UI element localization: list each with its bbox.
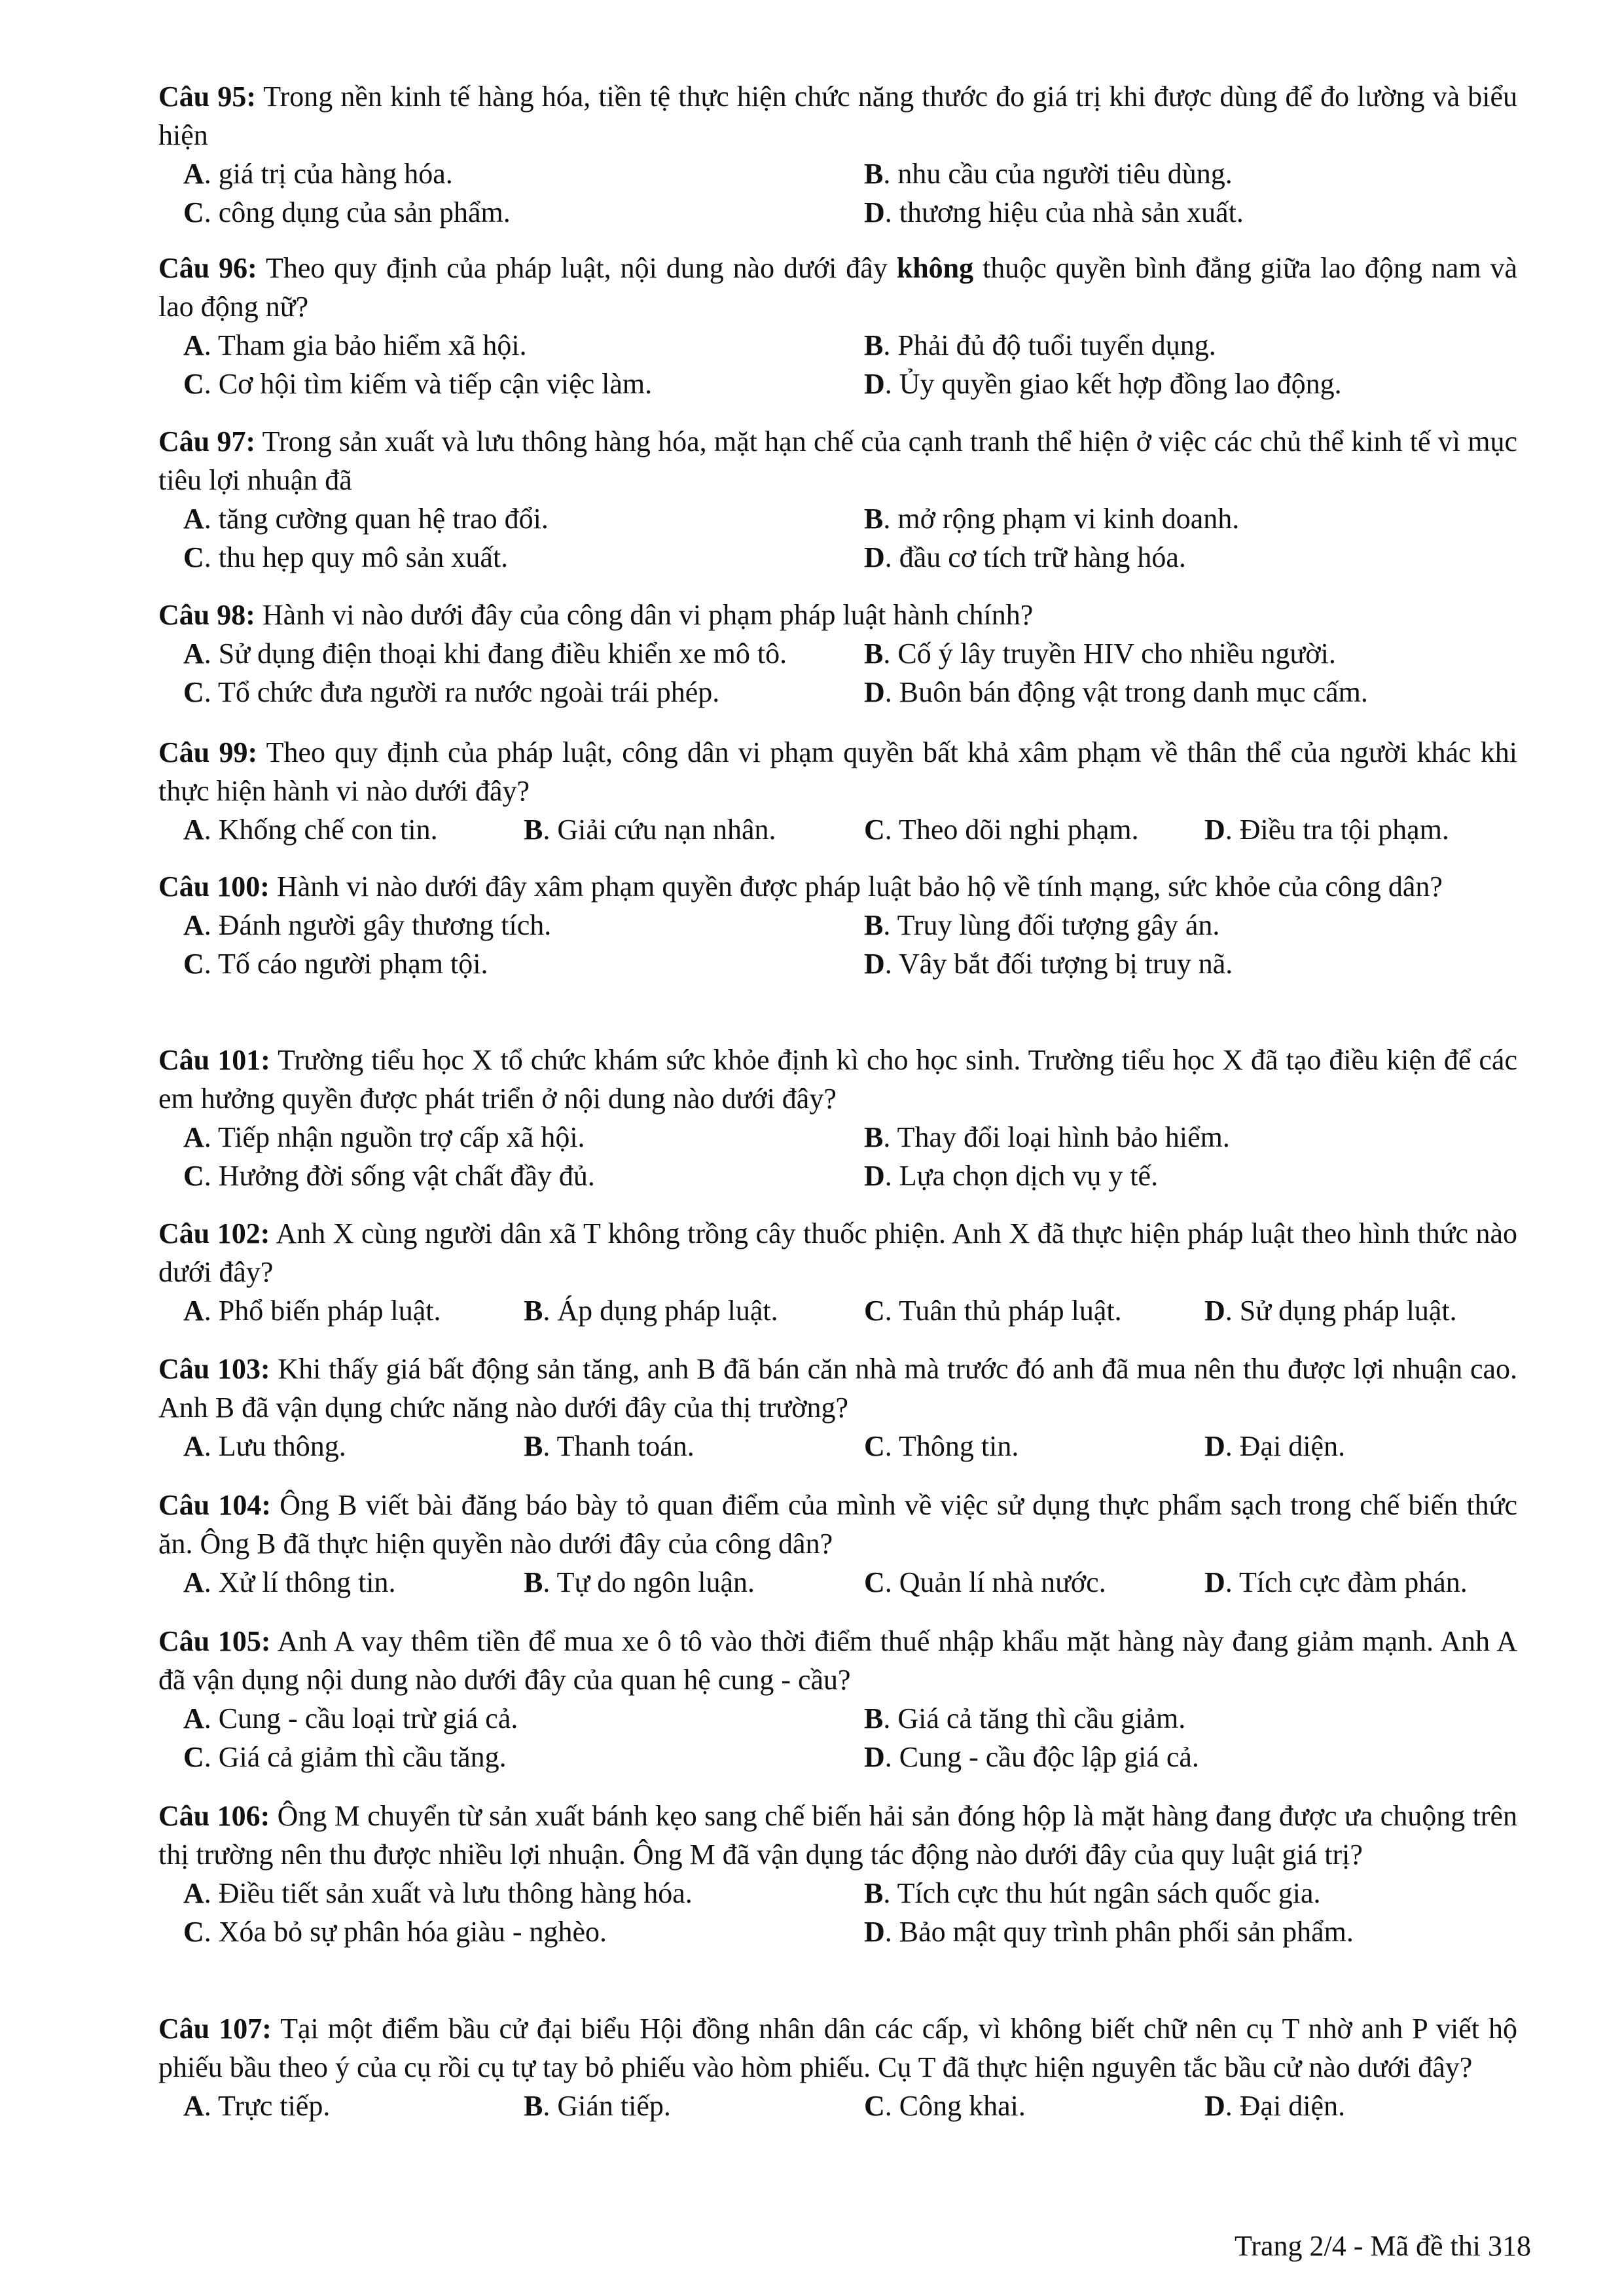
option-letter: A — [183, 1430, 204, 1462]
option-text: . Xử lí thông tin. — [204, 1566, 396, 1598]
question-98 — [158, 596, 1517, 711]
option-b[interactable] — [864, 1699, 1519, 1738]
option-text: . Giá cả giảm thì cầu tăng. — [204, 1741, 507, 1773]
option-d[interactable] — [864, 944, 1519, 983]
option-letter: B — [864, 1121, 884, 1153]
option-text: . Điều tra tội phạm. — [1225, 814, 1449, 846]
option-text: . Hưởng đời sống vật chất đầy đủ. — [204, 1160, 595, 1192]
option-letter: B — [524, 1295, 543, 1327]
option-text: . Sử dụng pháp luật. — [1225, 1295, 1457, 1327]
question-text: Trường tiểu học X tổ chức khám sức khỏe định kì cho học sinh. Trường tiểu học X đã tạo điều kiện để các em hưởng quyền được phát triển ở nội dung nào dưới đây? — [158, 1044, 1517, 1115]
option-text: . Tổ chức đưa người ra nước ngoài trái phép. — [204, 676, 720, 708]
option-d[interactable] — [864, 1157, 1519, 1195]
option-text: . Gián tiếp. — [543, 2090, 671, 2122]
option-letter: A — [183, 1121, 204, 1153]
answer-options — [183, 2087, 1517, 2125]
option-d[interactable] — [1204, 2087, 1532, 2125]
option-c[interactable] — [183, 1157, 864, 1195]
question-stem — [158, 77, 1517, 154]
question-text: Hành vi nào dưới đây xâm phạm quyền được pháp luật bảo hộ về tính mạng, sức khỏe của công dân? — [276, 870, 1443, 903]
option-text: . Trực tiếp. — [204, 2090, 331, 2122]
question-102 — [158, 1214, 1517, 1330]
page-footer: Trang 2/4 - Mã đề thi 318 — [1234, 2230, 1531, 2262]
option-text: . Tố cáo người phạm tội. — [204, 948, 488, 980]
option-letter: B — [524, 1430, 543, 1462]
option-b[interactable] — [524, 810, 864, 849]
option-c[interactable] — [864, 1291, 1204, 1330]
option-text: . thu hẹp quy mô sản xuất. — [204, 541, 509, 573]
option-letter: D — [864, 1160, 885, 1192]
question-number: Câu 103: — [158, 1353, 270, 1385]
option-letter: C — [183, 948, 204, 980]
option-text: . Thông tin. — [884, 1430, 1019, 1462]
option-a[interactable] — [183, 499, 864, 538]
option-letter: C — [864, 1566, 885, 1598]
option-letter: C — [183, 1741, 204, 1773]
option-text: . Theo dõi nghi phạm. — [884, 814, 1139, 846]
option-c[interactable] — [183, 538, 864, 577]
option-letter: A — [183, 2090, 204, 2122]
question-104 — [158, 1486, 1517, 1602]
question-stem — [158, 733, 1517, 810]
option-letter: D — [864, 368, 885, 400]
question-text: Trong nền kinh tế hàng hóa, tiền tệ thực hiện chức năng thước đo giá trị khi được dùng để đo lường và biểu hiện — [158, 81, 1517, 151]
question-text: Theo quy định của pháp luật, nội dung nào dưới đây — [265, 252, 897, 284]
option-letter: A — [183, 1702, 204, 1734]
answer-options — [183, 499, 1517, 577]
option-letter: D — [864, 1741, 885, 1773]
question-text: Anh X cùng người dân xã T không trồng cây thuốc phiện. Anh X đã thực hiện pháp luật theo hình thức nào dưới đây? — [158, 1217, 1517, 1288]
question-text: Ông B viết bài đăng báo bày tỏ quan điểm của mình về việc sử dụng thực phẩm sạch trong chế biến thức ăn. Ông B đã thực hiện quyền nào dưới đây của công dân? — [158, 1489, 1518, 1560]
question-number: Câu 107: — [158, 2013, 272, 2045]
option-text: . Đại diện. — [1225, 1430, 1346, 1462]
option-a[interactable] — [183, 2087, 524, 2125]
option-b[interactable] — [524, 1291, 864, 1330]
option-text: . Thay đổi loại hình bảo hiểm. — [883, 1121, 1230, 1153]
option-a[interactable] — [183, 1427, 524, 1465]
option-c[interactable] — [864, 810, 1204, 849]
question-101 — [158, 1041, 1517, 1195]
question-105 — [158, 1622, 1517, 1776]
question-text: Tại một điểm bầu cử đại biểu Hội đồng nhân dân các cấp, vì không biết chữ nên cụ T nhờ anh P viết hộ phiếu bầu theo ý của cụ rồi cụ tự tay bỏ phiếu vào hòm phiếu. Cụ T đã thực hiện nguyên tắc bầu cử nào dưới đây? — [158, 2013, 1518, 2083]
option-text: . Tuân thủ pháp luật. — [884, 1295, 1122, 1327]
answer-options — [183, 810, 1517, 849]
question-number: Câu 104: — [158, 1489, 272, 1521]
answer-options — [183, 1291, 1517, 1330]
option-d[interactable] — [864, 193, 1519, 232]
option-c[interactable] — [183, 365, 864, 403]
option-letter: B — [864, 503, 884, 535]
option-letter: D — [1204, 2090, 1225, 2122]
option-text: . Sử dụng điện thoại khi đang điều khiển xe mô tô. — [204, 637, 787, 670]
option-text: . Lựa chọn dịch vụ y tế. — [884, 1160, 1159, 1192]
option-b[interactable] — [864, 499, 1519, 538]
answer-options — [183, 906, 1517, 983]
question-text: Anh A vay thêm tiền để mua xe ô tô vào thời điểm thuế nhập khẩu mặt hàng này đang giảm mạnh. Anh A đã vận dụng nội dung nào dưới đây của quan hệ cung - cầu? — [158, 1625, 1518, 1696]
option-text: . đầu cơ tích trữ hàng hóa. — [884, 541, 1186, 573]
option-a[interactable] — [183, 1699, 864, 1738]
option-a[interactable] — [183, 810, 524, 849]
option-letter: C — [864, 814, 885, 846]
option-letter: A — [183, 1295, 204, 1327]
option-b[interactable] — [524, 2087, 864, 2125]
option-d[interactable] — [864, 365, 1519, 403]
option-letter: D — [864, 541, 885, 573]
option-text: . Đánh người gây thương tích. — [204, 909, 552, 941]
option-text: . Truy lùng đối tượng gây án. — [883, 909, 1220, 941]
option-b[interactable] — [524, 1563, 864, 1602]
option-text: . Đại diện. — [1225, 2090, 1346, 2122]
option-c[interactable] — [864, 1563, 1204, 1602]
question-number: Câu 98: — [158, 599, 255, 631]
question-text: Khi thấy giá bất động sản tăng, anh B đã bán căn nhà mà trước đó anh đã mua nên thu được lợi nhuận cao. Anh B đã vận dụng chức năng nào dưới đây của thị trường? — [158, 1353, 1518, 1424]
option-d[interactable] — [1204, 810, 1532, 849]
option-letter: B — [864, 329, 884, 361]
option-a[interactable] — [183, 154, 864, 193]
option-text: . Phổ biến pháp luật. — [204, 1295, 441, 1327]
option-c[interactable] — [864, 1427, 1204, 1465]
option-text: . thương hiệu của nhà sản xuất. — [884, 196, 1244, 228]
answer-options — [183, 1427, 1517, 1465]
option-a[interactable] — [183, 1118, 864, 1157]
option-letter: A — [183, 158, 204, 190]
question-number: Câu 100: — [158, 870, 270, 903]
question-stem — [158, 867, 1517, 906]
question-number: Câu 101: — [158, 1044, 270, 1076]
option-c[interactable] — [183, 1738, 864, 1776]
question-number: Câu 106: — [158, 1800, 270, 1832]
question-stem — [158, 422, 1517, 499]
question-100 — [158, 867, 1517, 983]
option-letter: C — [183, 196, 204, 228]
question-number: Câu 96: — [158, 252, 257, 284]
option-text: . Lưu thông. — [204, 1430, 346, 1462]
option-letter: B — [864, 1877, 884, 1909]
option-c[interactable] — [183, 944, 864, 983]
option-text: . Giá cả tăng thì cầu giảm. — [883, 1702, 1186, 1734]
option-text: . Cung - cầu độc lập giá cả. — [884, 1741, 1199, 1773]
option-d[interactable] — [1204, 1427, 1532, 1465]
option-d[interactable] — [864, 1912, 1519, 1951]
option-text: . Phải đủ độ tuổi tuyển dụng. — [883, 329, 1216, 361]
option-text: . Tự do ngôn luận. — [543, 1566, 755, 1598]
option-letter: A — [183, 814, 204, 846]
answer-options — [183, 1563, 1517, 1602]
option-b[interactable] — [524, 1427, 864, 1465]
question-text: Ông M chuyển từ sản xuất bánh kẹo sang chế biến hải sản đóng hộp là mặt hàng đang được ưa chuộng trên thị trường nên thu được nhiều lợi nhuận. Ông M đã vận dụng tác động nào dưới đây của quy luật giá trị? — [158, 1800, 1517, 1871]
option-letter: A — [183, 909, 204, 941]
option-text: . Công khai. — [884, 2090, 1026, 2122]
question-stem — [158, 1486, 1517, 1563]
option-letter: C — [183, 1916, 204, 1948]
question-stem — [158, 1214, 1517, 1291]
option-text: . Tham gia bảo hiểm xã hội. — [204, 329, 527, 361]
option-a[interactable] — [183, 906, 864, 944]
option-text: . nhu cầu của người tiêu dùng. — [883, 158, 1233, 190]
option-letter: C — [183, 1160, 204, 1192]
option-text: . giá trị của hàng hóa. — [204, 158, 453, 190]
option-text: . Cơ hội tìm kiếm và tiếp cận việc làm. — [204, 368, 653, 400]
option-d[interactable] — [864, 1738, 1519, 1776]
option-b[interactable] — [864, 634, 1519, 673]
option-letter: B — [524, 2090, 543, 2122]
option-a[interactable] — [183, 326, 864, 365]
option-letter: D — [864, 676, 885, 708]
option-letter: D — [1204, 1566, 1225, 1598]
option-text: . Tích cực thu hút ngân sách quốc gia. — [883, 1877, 1321, 1909]
option-letter: B — [524, 814, 543, 846]
question-106 — [158, 1797, 1517, 1951]
option-d[interactable] — [864, 673, 1519, 711]
option-b[interactable] — [864, 1874, 1519, 1912]
option-text: . Vây bắt đối tượng bị truy nã. — [884, 948, 1233, 980]
option-letter: B — [864, 1702, 884, 1734]
question-number: Câu 105: — [158, 1625, 271, 1657]
option-letter: C — [864, 2090, 885, 2122]
question-stem — [158, 249, 1517, 326]
option-letter: D — [864, 1916, 885, 1948]
option-text: . Thanh toán. — [543, 1430, 695, 1462]
question-stem — [158, 1041, 1517, 1118]
option-b[interactable] — [864, 906, 1519, 944]
option-letter: A — [183, 329, 204, 361]
option-letter: D — [1204, 814, 1225, 846]
question-99 — [158, 733, 1517, 849]
question-stem — [158, 1622, 1517, 1699]
option-text: . công dụng của sản phẩm. — [204, 196, 511, 228]
option-d[interactable] — [1204, 1563, 1532, 1602]
option-text: . Tiếp nhận nguồn trợ cấp xã hội. — [204, 1121, 585, 1153]
option-letter: B — [864, 637, 884, 670]
option-text: . Cố ý lây truyền HIV cho nhiều người. — [883, 637, 1336, 670]
answer-options — [183, 634, 1517, 711]
option-text: . Khống chế con tin. — [204, 814, 438, 846]
option-letter: C — [183, 368, 204, 400]
option-letter: A — [183, 1566, 204, 1598]
question-number: Câu 102: — [158, 1217, 270, 1249]
question-text: Theo quy định của pháp luật, công dân vi phạm quyền bất khả xâm phạm về thân thể của người khác khi thực hiện hành vi nào dưới đây? — [158, 736, 1517, 807]
question-stem — [158, 2009, 1517, 2087]
option-letter: C — [183, 541, 204, 573]
question-text: Hành vi nào dưới đây của công dân vi phạm pháp luật hành chính? — [262, 599, 1034, 631]
option-letter: C — [183, 676, 204, 708]
option-text: . Buôn bán động vật trong danh mục cấm. — [884, 676, 1368, 708]
question-stem — [158, 596, 1517, 634]
option-letter: D — [864, 948, 885, 980]
question-97 — [158, 422, 1517, 577]
option-text: . Xóa bỏ sự phân hóa giàu - nghèo. — [204, 1916, 607, 1948]
option-text: . tăng cường quan hệ trao đổi. — [204, 503, 549, 535]
option-letter: B — [524, 1566, 543, 1598]
option-b[interactable] — [864, 154, 1519, 193]
question-number: Câu 97: — [158, 425, 256, 457]
option-text: . Giải cứu nạn nhân. — [543, 814, 776, 846]
option-b[interactable] — [864, 326, 1519, 365]
option-c[interactable] — [864, 2087, 1204, 2125]
option-letter: B — [864, 909, 884, 941]
option-letter: A — [183, 1877, 204, 1909]
option-letter: A — [183, 637, 204, 670]
option-text: . Áp dụng pháp luật. — [543, 1295, 778, 1327]
option-letter: D — [864, 196, 885, 228]
question-103 — [158, 1350, 1517, 1465]
option-a[interactable] — [183, 1291, 524, 1330]
option-text: . mở rộng phạm vi kinh doanh. — [883, 503, 1240, 535]
option-d[interactable] — [864, 538, 1519, 577]
option-text: . Điều tiết sản xuất và lưu thông hàng hóa. — [204, 1877, 693, 1909]
option-text: . Tích cực đàm phán. — [1225, 1566, 1468, 1598]
option-c[interactable] — [183, 1912, 864, 1951]
question-stem — [158, 1797, 1517, 1874]
option-letter: D — [1204, 1430, 1225, 1462]
question-95 — [158, 77, 1517, 232]
question-stem — [158, 1350, 1517, 1427]
option-letter: C — [864, 1430, 885, 1462]
option-letter: A — [183, 503, 204, 535]
emphasis-text: không — [896, 252, 974, 284]
option-letter: B — [864, 158, 884, 190]
option-text: . Ủy quyền giao kết hợp đồng lao động. — [884, 368, 1342, 400]
option-text: . Quản lí nhà nước. — [884, 1566, 1106, 1598]
option-a[interactable] — [183, 634, 864, 673]
option-a[interactable] — [183, 1874, 864, 1912]
option-a[interactable] — [183, 1563, 524, 1602]
answer-options — [183, 1699, 1517, 1776]
option-c[interactable] — [183, 193, 864, 232]
question-number: Câu 95: — [158, 81, 256, 113]
answer-options — [183, 154, 1517, 232]
answer-options — [183, 1118, 1517, 1195]
option-text: . Bảo mật quy trình phân phối sản phẩm. — [884, 1916, 1354, 1948]
question-text: thuộc quyền bình đẳng giữa lao động nam và lao động nữ? — [158, 252, 1517, 323]
option-c[interactable] — [183, 673, 864, 711]
answer-options — [183, 1874, 1517, 1951]
option-text: . Cung - cầu loại trừ giá cả. — [204, 1702, 518, 1734]
option-d[interactable] — [1204, 1291, 1532, 1330]
question-96 — [158, 249, 1517, 403]
option-letter: C — [864, 1295, 885, 1327]
question-107 — [158, 2009, 1517, 2125]
question-number: Câu 99: — [158, 736, 258, 768]
question-text: Trong sản xuất và lưu thông hàng hóa, mặt hạn chế của cạnh tranh thể hiện ở việc các chủ thể kinh tế vì mục tiêu lợi nhuận đã — [158, 425, 1517, 496]
option-letter: D — [1204, 1295, 1225, 1327]
option-b[interactable] — [864, 1118, 1519, 1157]
answer-options — [183, 326, 1517, 403]
